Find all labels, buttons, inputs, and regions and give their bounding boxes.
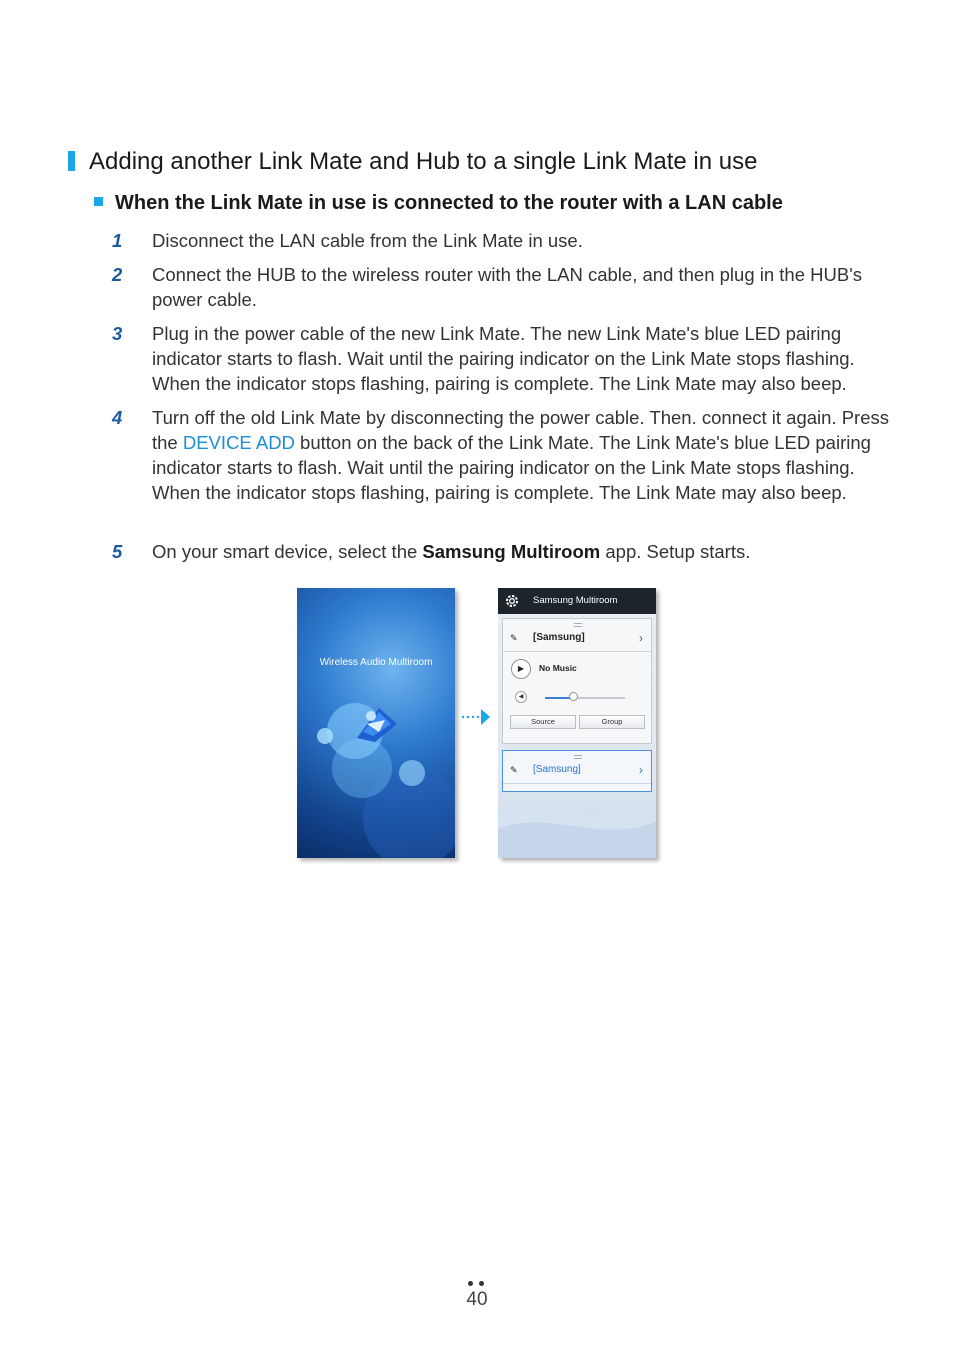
speaker-card	[502, 618, 652, 744]
playback-status: No Music	[539, 663, 577, 673]
step-text: Plug in the power cable of the new Link Mate. The new Link Mate's blue LED pairing indicator starts to flash. Wait until the pairing indicator on the Link Mate stops flashing. When the indicator stops flashing, pairing is complete. The Link Mate may also beep.	[152, 323, 855, 394]
speaker-name: [Samsung]	[533, 632, 585, 643]
step-number: 2	[112, 264, 123, 285]
app-header	[498, 588, 656, 614]
page-dots	[466, 1281, 488, 1287]
bokeh-circle	[317, 728, 333, 744]
step-number: 5	[112, 541, 123, 562]
step-2	[112, 262, 892, 312]
step-text-part: Turn off the old Link Mate by disconnecting the power cable. Then. connect it again. Press the	[152, 407, 890, 453]
multiroom-logo-icon	[349, 702, 399, 746]
speaker-row[interactable]	[503, 625, 651, 652]
play-icon[interactable]: ▶	[511, 659, 531, 679]
group-button[interactable]: Group	[579, 715, 645, 729]
page-number: 40	[466, 1289, 488, 1310]
step-text-part: On your smart device, select the	[152, 541, 423, 562]
step-text-part: button on the back of the Link Mate. The Link Mate's blue LED pairing indicator starts to flash. Wait until the pairing indicator on the Link Mate stops flashing. When the indicator stops flashing, pairing is complete. The Link Mate may also beep.	[152, 432, 871, 503]
square-bullet-icon	[94, 197, 103, 206]
app-name: Samsung Multiroom	[422, 541, 601, 562]
chevron-right-icon[interactable]: ›	[639, 631, 643, 645]
pencil-icon[interactable]: ✎	[510, 765, 518, 775]
step-number: 4	[112, 407, 123, 428]
heading-bar-marker	[68, 151, 75, 171]
device-add-button-label: DEVICE ADD	[182, 432, 295, 453]
gear-icon[interactable]	[504, 593, 520, 609]
step-number: 3	[112, 323, 123, 344]
app-screen	[498, 588, 656, 858]
section-heading	[68, 146, 928, 178]
step-text: Connect the HUB to the wireless router with the LAN cable, and then plug in the HUB's power cable.	[152, 264, 862, 310]
subsection-heading-text: When the Link Mate in use is connected to the router with a LAN cable	[115, 192, 783, 214]
volume-slider-handle[interactable]	[569, 692, 578, 701]
speaker-name: [Samsung]	[533, 764, 581, 775]
pencil-icon[interactable]: ✎	[510, 633, 518, 643]
page-dot	[468, 1281, 473, 1286]
background-wave	[498, 784, 656, 858]
step-text	[152, 539, 892, 564]
section-heading-text: Adding another Link Mate and Hub to a single Link Mate in use	[89, 148, 758, 175]
step-4	[112, 405, 892, 505]
step-3	[112, 321, 892, 396]
splash-screen	[297, 588, 455, 858]
source-button[interactable]: Source	[510, 715, 576, 729]
step-1	[112, 228, 892, 253]
app-title: Samsung Multiroom	[533, 595, 618, 606]
chevron-right-icon[interactable]: ›	[639, 763, 643, 777]
step-number: 1	[112, 230, 123, 251]
step-text: Disconnect the LAN cable from the Link Mate in use.	[152, 230, 583, 251]
page-dot	[479, 1281, 484, 1286]
speaker-icon[interactable]: ◀	[515, 691, 527, 703]
step-5	[112, 539, 892, 564]
step-text-part: app. Setup starts.	[600, 541, 751, 562]
bokeh-circle	[399, 760, 425, 786]
dotted-arrow-icon	[461, 708, 491, 726]
splash-title: Wireless Audio Multiroom	[319, 657, 433, 668]
speaker-row[interactable]	[503, 757, 651, 784]
step-text	[152, 405, 892, 505]
subsection-heading	[94, 189, 924, 217]
